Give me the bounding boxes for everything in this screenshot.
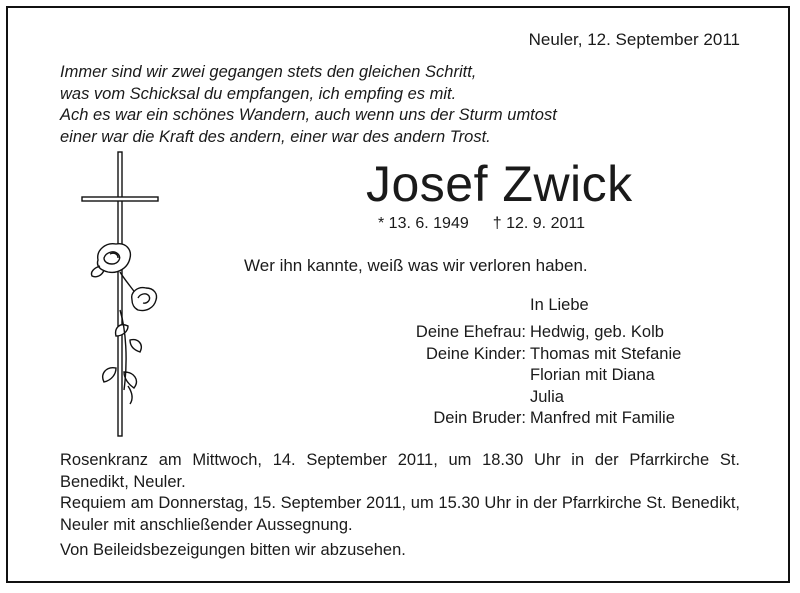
poem-line: einer war die Kraft des andern, einer war des andern Trost. [60,127,491,146]
mourner-row [360,365,681,387]
mourner-row [360,322,681,344]
date-line: Neuler, 12. September 2011 [528,30,740,49]
birth-date: * 13. 6. 1949 [378,215,469,232]
in-love-label: In Liebe [530,296,589,314]
mourner-names: Julia [530,387,564,406]
service-notices [60,450,740,536]
closing-note: Von Beileidsbezeigungen bitten wir abzusehen. [60,541,406,559]
mourner-names: Thomas mit Stefanie [530,344,682,363]
mourner-names: Manfred mit Familie [530,409,675,427]
cross-with-roses-icon [80,150,180,440]
mourner-relation [360,365,530,387]
mourner-row [360,387,681,409]
mourner-names: Hedwig, geb. Kolb [530,323,664,341]
mourner-row [360,408,681,430]
mourner-relation: Deine Ehefrau: [415,323,526,341]
tagline: Wer ihn kannte, weiß was wir verloren haben. [244,256,588,275]
poem-line: Immer sind wir zwei gegangen stets den gleichen Schritt, [60,63,477,81]
mourners-list [360,322,681,430]
mourner-names: Florian mit Diana [530,366,655,384]
service-requiem: Requiem am Donnerstag, 15. September 2011, um 15.30 Uhr in der Pfarrkirche St. Benedikt, Neuler mit anschließender Aussegnung. [60,494,740,534]
deceased-name: Josef Zwick [366,156,633,212]
mourner-relation: Dein Bruder: [433,409,526,427]
death-date: † 12. 9. 2011 [492,215,585,232]
service-rosary: Rosenkranz am Mittwoch, 14. September 2011, um 18.30 Uhr in der Pfarrkirche St. Benedikt, Neuler. [60,451,740,491]
poem-line: Ach es war ein schönes Wandern, auch wenn uns der Sturm umtost [60,106,557,124]
mourner-relation [360,387,530,409]
poem-line: was vom Schicksal du empfangen, ich empfing es mit. [60,84,457,103]
mourner-row [360,344,681,366]
life-dates [378,215,609,233]
poem [60,62,557,148]
mourner-relation: Deine Kinder: [426,344,526,363]
